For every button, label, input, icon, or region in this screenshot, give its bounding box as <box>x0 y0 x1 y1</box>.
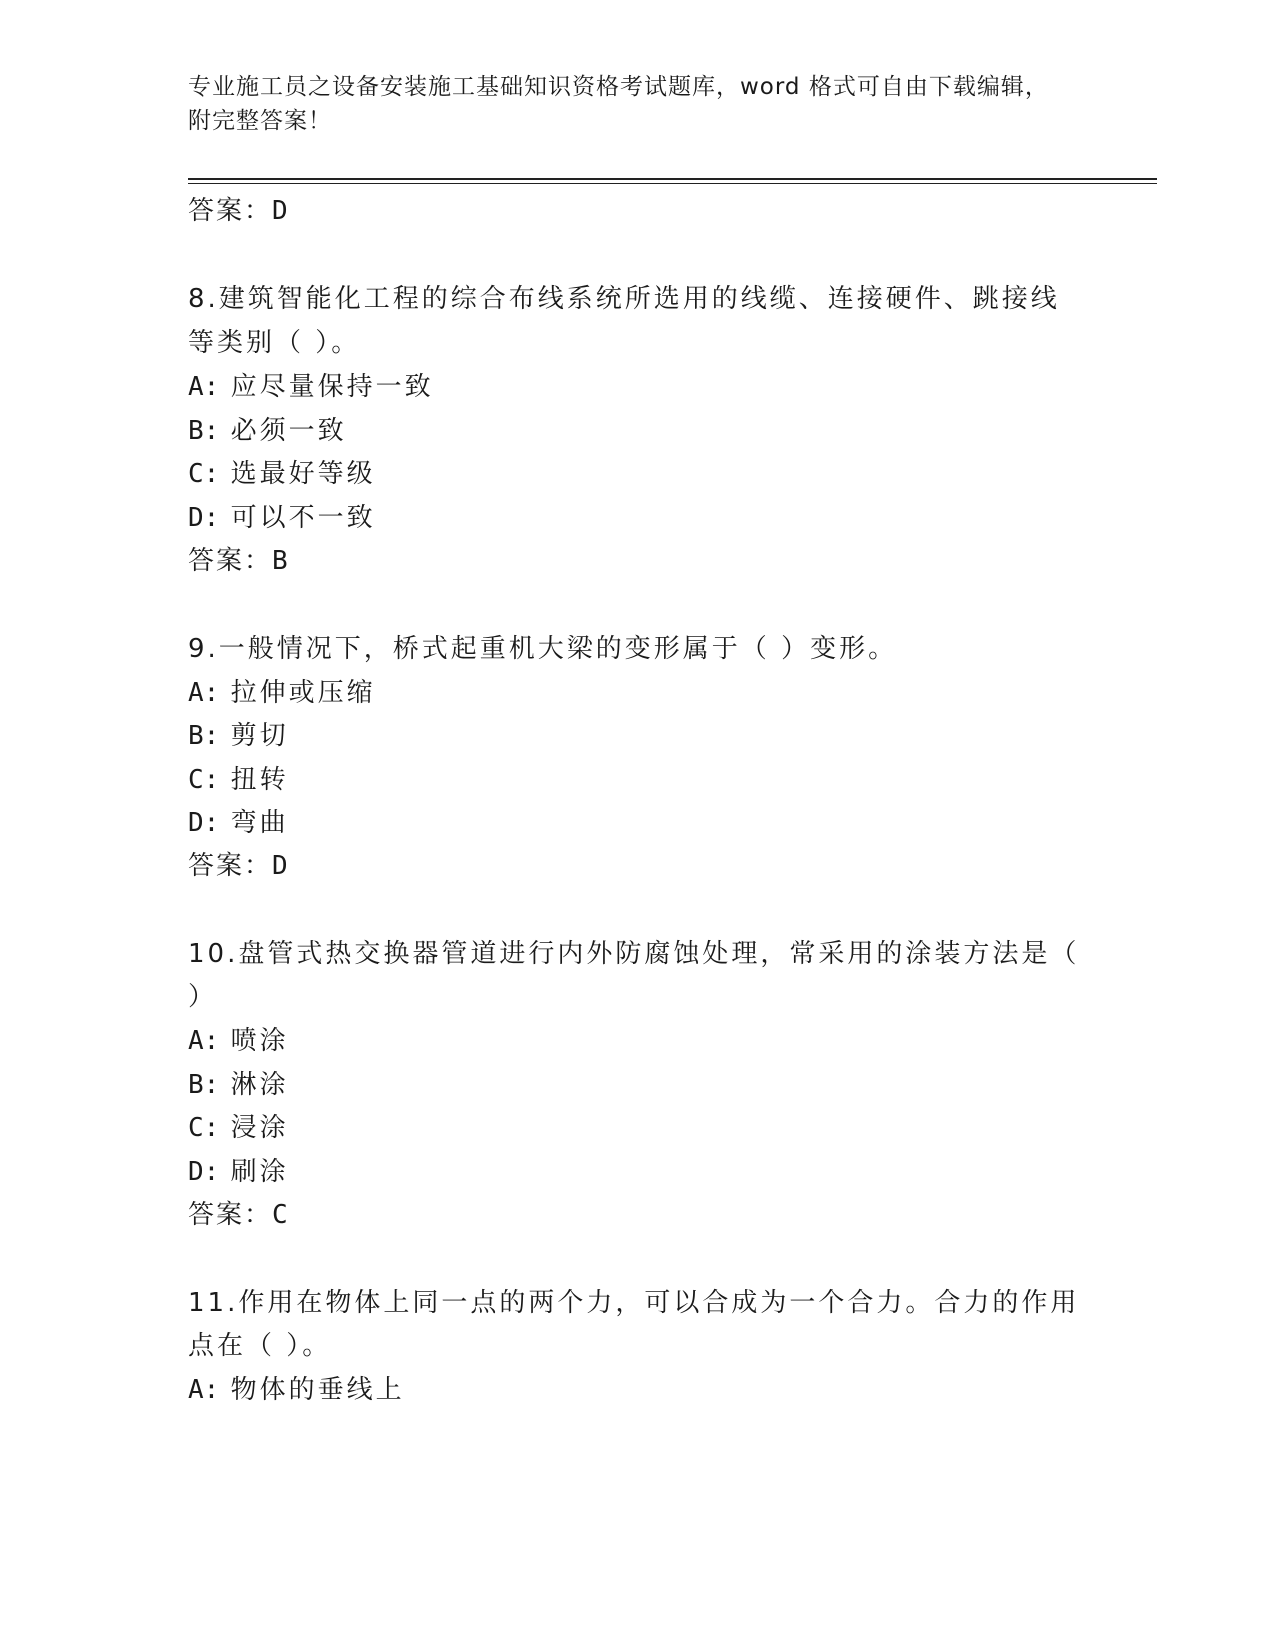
option-key: A: <box>188 372 220 402</box>
option-key: B: <box>188 1070 220 1100</box>
question-11-line-2: 点在（ ）。 <box>188 1331 332 1361</box>
option-text: 刷涂 <box>230 1157 289 1187</box>
option-text: 喷涂 <box>230 1026 289 1056</box>
question-8-line-2: 等类别（ ）。 <box>188 328 361 358</box>
option-key: C: <box>188 1113 220 1143</box>
option-key: B: <box>188 416 220 446</box>
question-8-option-d <box>188 497 376 534</box>
option-text: 剪切 <box>230 721 289 751</box>
option-text: 淋涂 <box>230 1070 289 1100</box>
question-10-option-c <box>188 1107 289 1144</box>
question-8-option-c <box>188 453 376 490</box>
option-text: 浸涂 <box>230 1113 289 1143</box>
option-key: B: <box>188 721 220 751</box>
header-line-1: 专业施工员之设备安装施工基础知识资格考试题库，word 格式可自由下载编辑， <box>188 74 1049 100</box>
question-10-line-1: 10.盘管式热交换器管道进行内外防腐蚀处理，常采用的涂装方法是（ <box>188 939 1080 969</box>
header-divider <box>188 178 1157 180</box>
option-key: C: <box>188 765 220 795</box>
option-text: 选最好等级 <box>230 459 376 489</box>
header-divider-thin <box>188 183 1157 184</box>
question-8-line-1: 8.建筑智能化工程的综合布线系统所选用的线缆、连接硬件、跳接线 <box>188 284 1060 314</box>
document-header <box>188 70 1088 138</box>
header-line-2: 附完整答案！ <box>188 108 332 134</box>
question-9-answer: 答案：D <box>188 851 290 881</box>
option-text: 可以不一致 <box>230 503 376 533</box>
question-10-option-d <box>188 1151 289 1188</box>
option-text: 扭转 <box>230 765 289 795</box>
question-9-option-d <box>188 802 289 839</box>
question-8-option-b <box>188 410 347 447</box>
question-10-option-a <box>188 1020 289 1057</box>
question-11-option-a <box>188 1369 405 1406</box>
question-9-line-1: 9.一般情况下，桥式起重机大梁的变形属于（ ）变形。 <box>188 634 898 664</box>
option-key: A: <box>188 1026 220 1056</box>
option-key: C: <box>188 459 220 489</box>
option-key: D: <box>188 808 220 838</box>
option-key: D: <box>188 1157 220 1187</box>
question-8-option-a <box>188 366 434 403</box>
question-11-line-1: 11.作用在物体上同一点的两个力，可以合成为一个合力。合力的作用 <box>188 1288 1080 1318</box>
question-9-option-b <box>188 715 289 752</box>
option-text: 弯曲 <box>230 808 289 838</box>
option-key: A: <box>188 1375 220 1405</box>
option-text: 物体的垂线上 <box>230 1375 405 1405</box>
option-key: A: <box>188 678 220 708</box>
question-10-option-b <box>188 1064 289 1101</box>
option-text: 必须一致 <box>230 416 347 446</box>
question-9-option-a <box>188 672 376 709</box>
question-8-answer: 答案：B <box>188 546 290 576</box>
question-10-answer: 答案：C <box>188 1200 290 1230</box>
option-text: 应尽量保持一致 <box>230 372 434 402</box>
question-9-option-c <box>188 759 289 796</box>
question-10-line-2: ） <box>188 982 218 1012</box>
option-text: 拉伸或压缩 <box>230 678 376 708</box>
option-key: D: <box>188 503 220 533</box>
answer-previous: 答案：D <box>188 196 290 226</box>
